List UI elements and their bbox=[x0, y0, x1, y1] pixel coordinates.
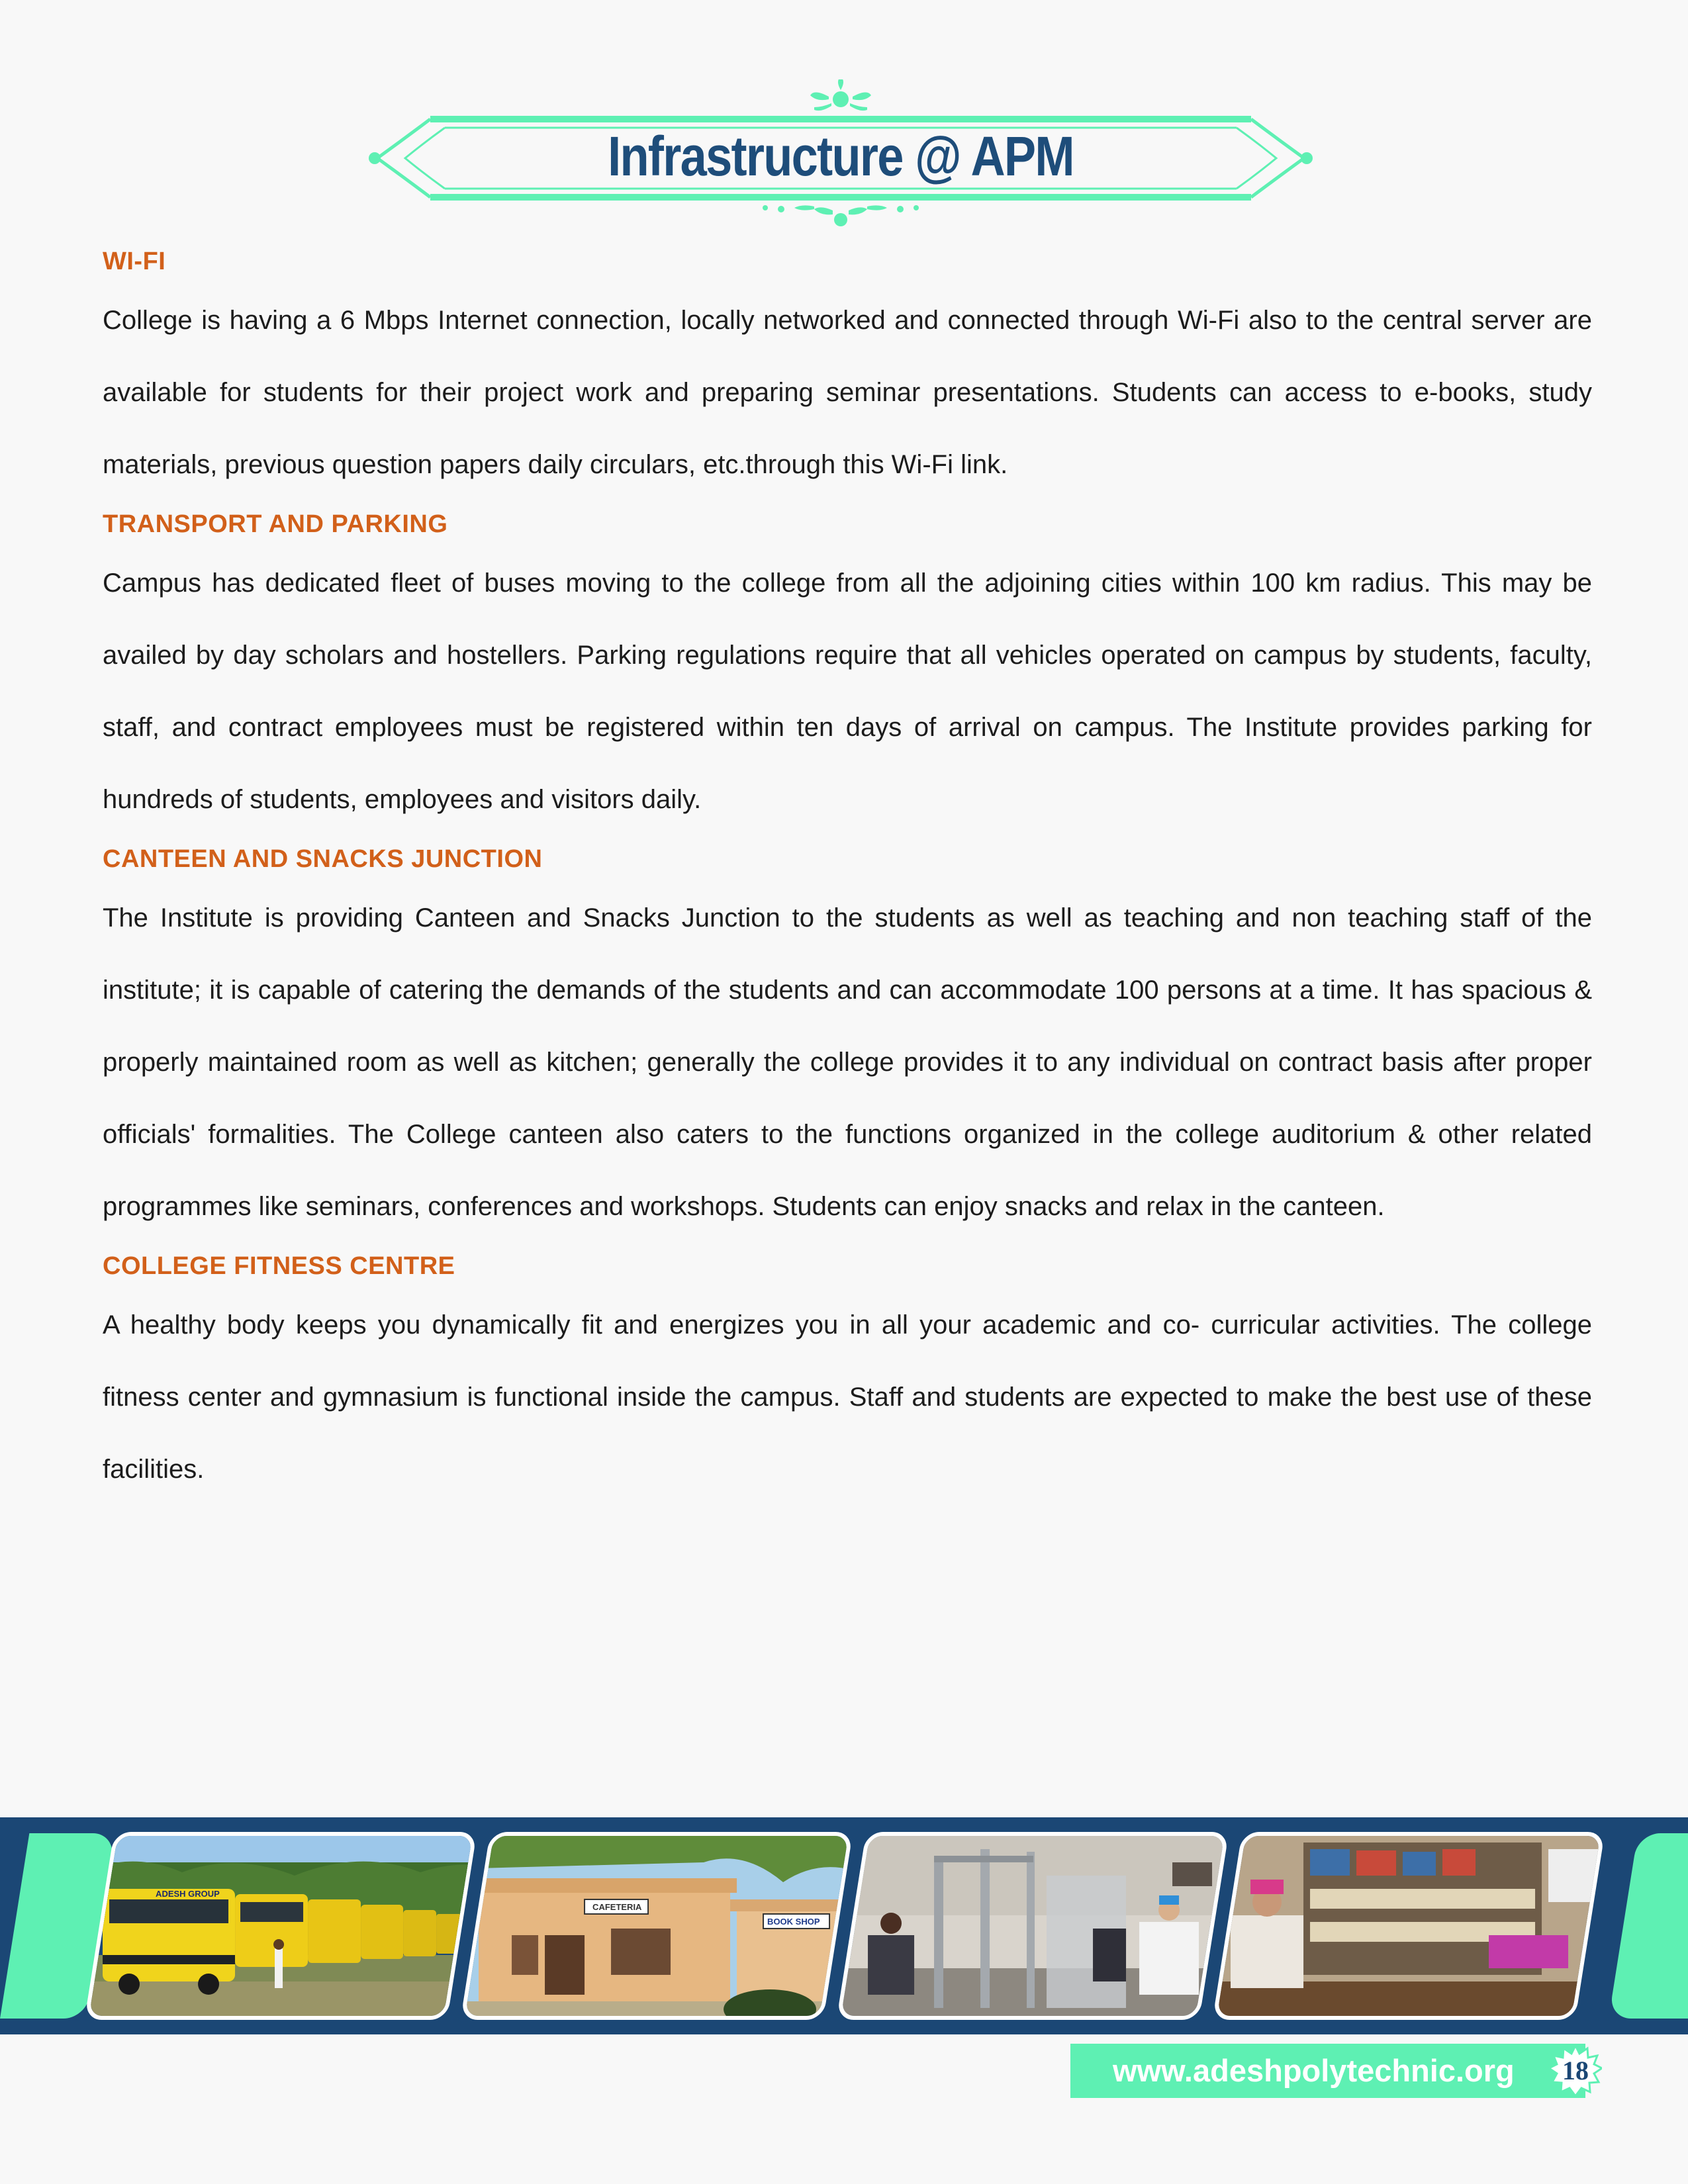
photo-strip bbox=[0, 1817, 1688, 2034]
section-heading: CANTEEN AND SNACKS JUNCTION bbox=[103, 845, 543, 873]
photo-gym bbox=[837, 1832, 1229, 2020]
website-url[interactable]: www.adeshpolytechnic.org bbox=[1113, 2053, 1515, 2088]
photo-cafeteria bbox=[461, 1832, 853, 2020]
bookshop-sign: BOOK SHOP bbox=[767, 1917, 820, 1927]
footer-bar bbox=[1070, 2044, 1585, 2098]
section-transport-parking bbox=[103, 501, 1592, 836]
section-canteen bbox=[103, 836, 1592, 1243]
bus-sign: ADESH GROUP bbox=[156, 1889, 220, 1899]
content-body bbox=[103, 238, 1592, 1506]
section-heading: TRANSPORT AND PARKING bbox=[103, 510, 448, 538]
photo-buses bbox=[85, 1832, 477, 2020]
photo-bookshop bbox=[1213, 1832, 1605, 2020]
buses-image bbox=[85, 1836, 477, 2020]
page-title: Infrastructure @ APM bbox=[608, 125, 1074, 187]
cafeteria-image bbox=[461, 1836, 853, 2020]
section-heading: WI-FI bbox=[103, 248, 166, 275]
section-paragraph: The Institute is providing Canteen and Snacks Junction to the students as well as teaching and non teaching staff of the institute; it is capable of catering the demands of the students and can accommodate 100 persons at a time. It has spacious & properly maintained room as well as kitchen; generally the college provides it to any individual on contract basis after proper officials' formalities. The College canteen also caters to the functions organized in the college auditorium & other related programmes like seminars, conferences and workshops. Students can enjoy snacks and relax in the canteen. bbox=[103, 903, 1592, 1221]
section-paragraph: Campus has dedicated fleet of buses moving to the college from all the adjoining cities within 100 km radius. This may be availed by day scholars and hostellers. Parking regulations require that all vehicles operated on campus by students, faculty, staff, and contract employees must be registered within ten days of arrival on campus. The Institute provides parking for hundreds of students, employees and visitors daily. bbox=[103, 569, 1592, 814]
gym-image bbox=[837, 1836, 1229, 2020]
section-paragraph: A healthy body keeps you dynamically fit and energizes you in all your academic and co- curricular activities. The college fitness center and gymnasium is functional inside the campus. Staff and students are expected to make the best use of these facilities. bbox=[103, 1310, 1592, 1484]
cafeteria-sign: CAFETERIA bbox=[592, 1902, 642, 1912]
page-number: 18 bbox=[1562, 2056, 1589, 2085]
section-wifi bbox=[103, 238, 1592, 501]
strip-accent-right bbox=[1609, 1833, 1688, 2019]
section-paragraph: College is having a 6 Mbps Internet connection, locally networked and connected through Wi-Fi also to the central server are available for students for their project work and preparing seminar presentations. Students can access to e-books, study materials, previous question papers daily circulars, etc.through this Wi-Fi link. bbox=[103, 306, 1592, 479]
bookshop-image bbox=[1213, 1836, 1605, 2020]
section-heading: COLLEGE FITNESS CENTRE bbox=[103, 1252, 455, 1280]
page-number-badge bbox=[1549, 2044, 1602, 2097]
section-fitness-centre bbox=[103, 1243, 1592, 1506]
title-banner bbox=[357, 79, 1324, 238]
